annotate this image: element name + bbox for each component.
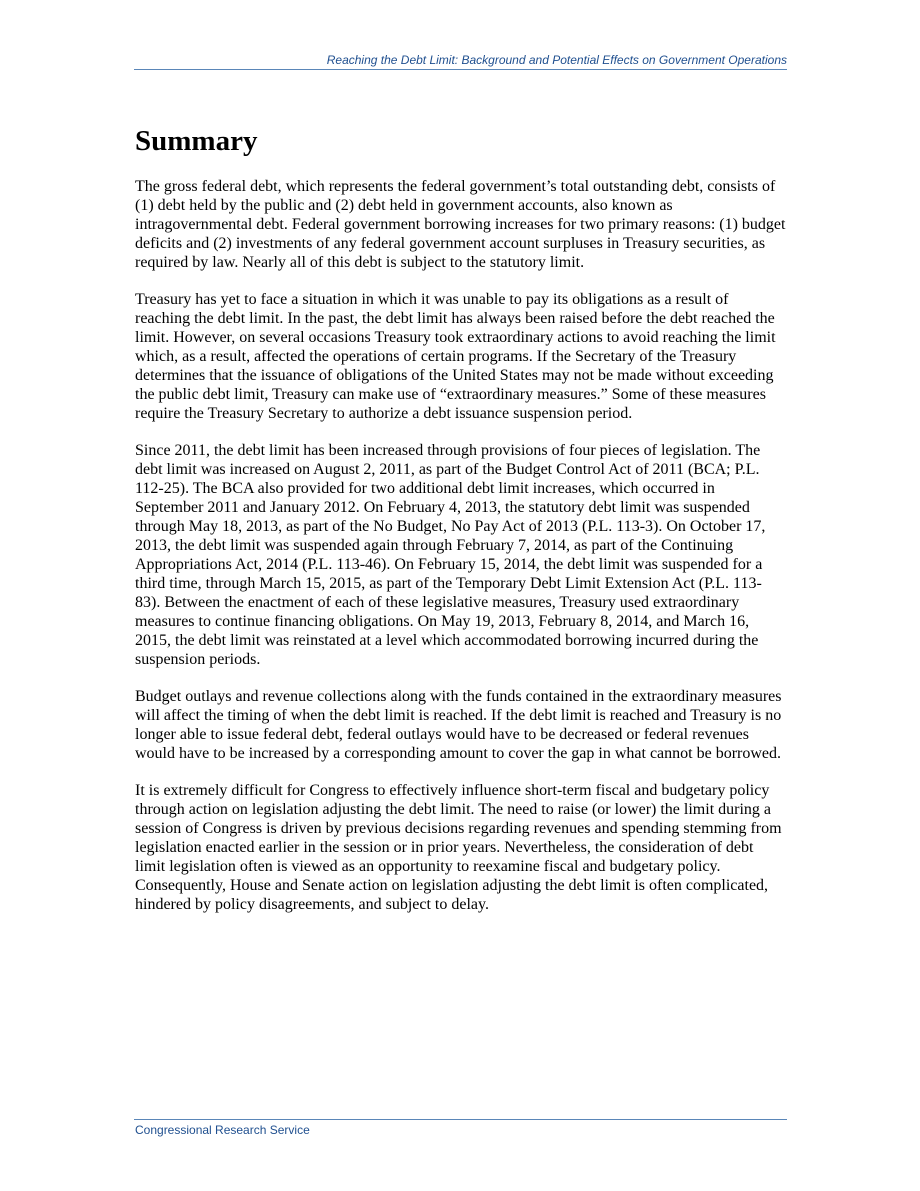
summary-paragraph-3: Since 2011, the debt limit has been increased through provisions of four pieces of legislation. The debt limit was increased on August 2, 2011, as part of the Budget Control Act of 2011 (BCA; P.L. 112-25). The BCA also provided for two additional debt limit increases, which occurred in September 2011 and January 2012. On February 4, 2013, the statutory debt limit was suspended through May 18, 2013, as part of the No Budget, No Pay Act of 2013 (P.L. 113-3). On October 17, 2013, the debt limit was suspended again through February 7, 2014, as part of the Continuing Appropriations Act, 2014 (P.L. 113-46). On February 15, 2014, the debt limit was suspended for a third time, through March 15, 2015, as part of the Temporary Debt Limit Extension Act (P.L. 113-83). Between the enactment of each of these legislative measures, Treasury used extraordinary measures to continue financing obligations. On May 19, 2013, February 8, 2014, and March 16, 2015, the debt limit was reinstated at a level which accommodated borrowing incurred during the suspension periods.: [135, 442, 766, 668]
page-title: Summary: [135, 125, 258, 157]
summary-body: [135, 177, 787, 932]
header-divider: [134, 69, 787, 70]
summary-paragraph-1: The gross federal debt, which represents the federal government’s total outstanding debt, consists of (1) debt held by the public and (2) debt held in government accounts, also known as intragovernmental debt. Federal government borrowing increases for two primary reasons: (1) budget deficits and (2) investments of any federal government account surpluses in Treasury securities, as required by law. Nearly all of this debt is subject to the statutory limit.: [135, 178, 786, 271]
summary-paragraph-5: It is extremely difficult for Congress to effectively influence short-term fiscal and budgetary policy through action on legislation adjusting the debt limit. The need to raise (or lower) the limit during a session of Congress is driven by previous decisions regarding revenues and spending stemming from legislation enacted earlier in the session or in prior years. Nevertheless, the consideration of debt limit legislation often is viewed as an opportunity to reexamine fiscal and budgetary policy. Consequently, House and Senate action on legislation adjusting the debt limit is often complicated, hindered by policy disagreements, and subject to delay.: [135, 782, 782, 913]
running-header: Reaching the Debt Limit: Background and Potential Effects on Government Operations: [326, 53, 787, 67]
footer-divider: [134, 1119, 787, 1120]
summary-paragraph-2: Treasury has yet to face a situation in which it was unable to pay its obligations as a result of reaching the debt limit. In the past, the debt limit has always been raised before the debt reached the limit. However, on several occasions Treasury took extraordinary actions to avoid reaching the limit which, as a result, affected the operations of certain programs. If the Secretary of the Treasury determines that the issuance of obligations of the United States may not be made without exceeding the public debt limit, Treasury can make use of “extraordinary measures.” Some of these measures require the Treasury Secretary to authorize a debt issuance suspension period.: [135, 291, 776, 422]
footer-organization: Congressional Research Service: [135, 1123, 310, 1137]
summary-paragraph-4: Budget outlays and revenue collections along with the funds contained in the extraordinary measures will affect the timing of when the debt limit is reached. If the debt limit is reached and Treasury is no longer able to issue federal debt, federal outlays would have to be decreased or federal revenues would have to be increased by a corresponding amount to cover the gap in what cannot be borrowed.: [135, 688, 782, 762]
